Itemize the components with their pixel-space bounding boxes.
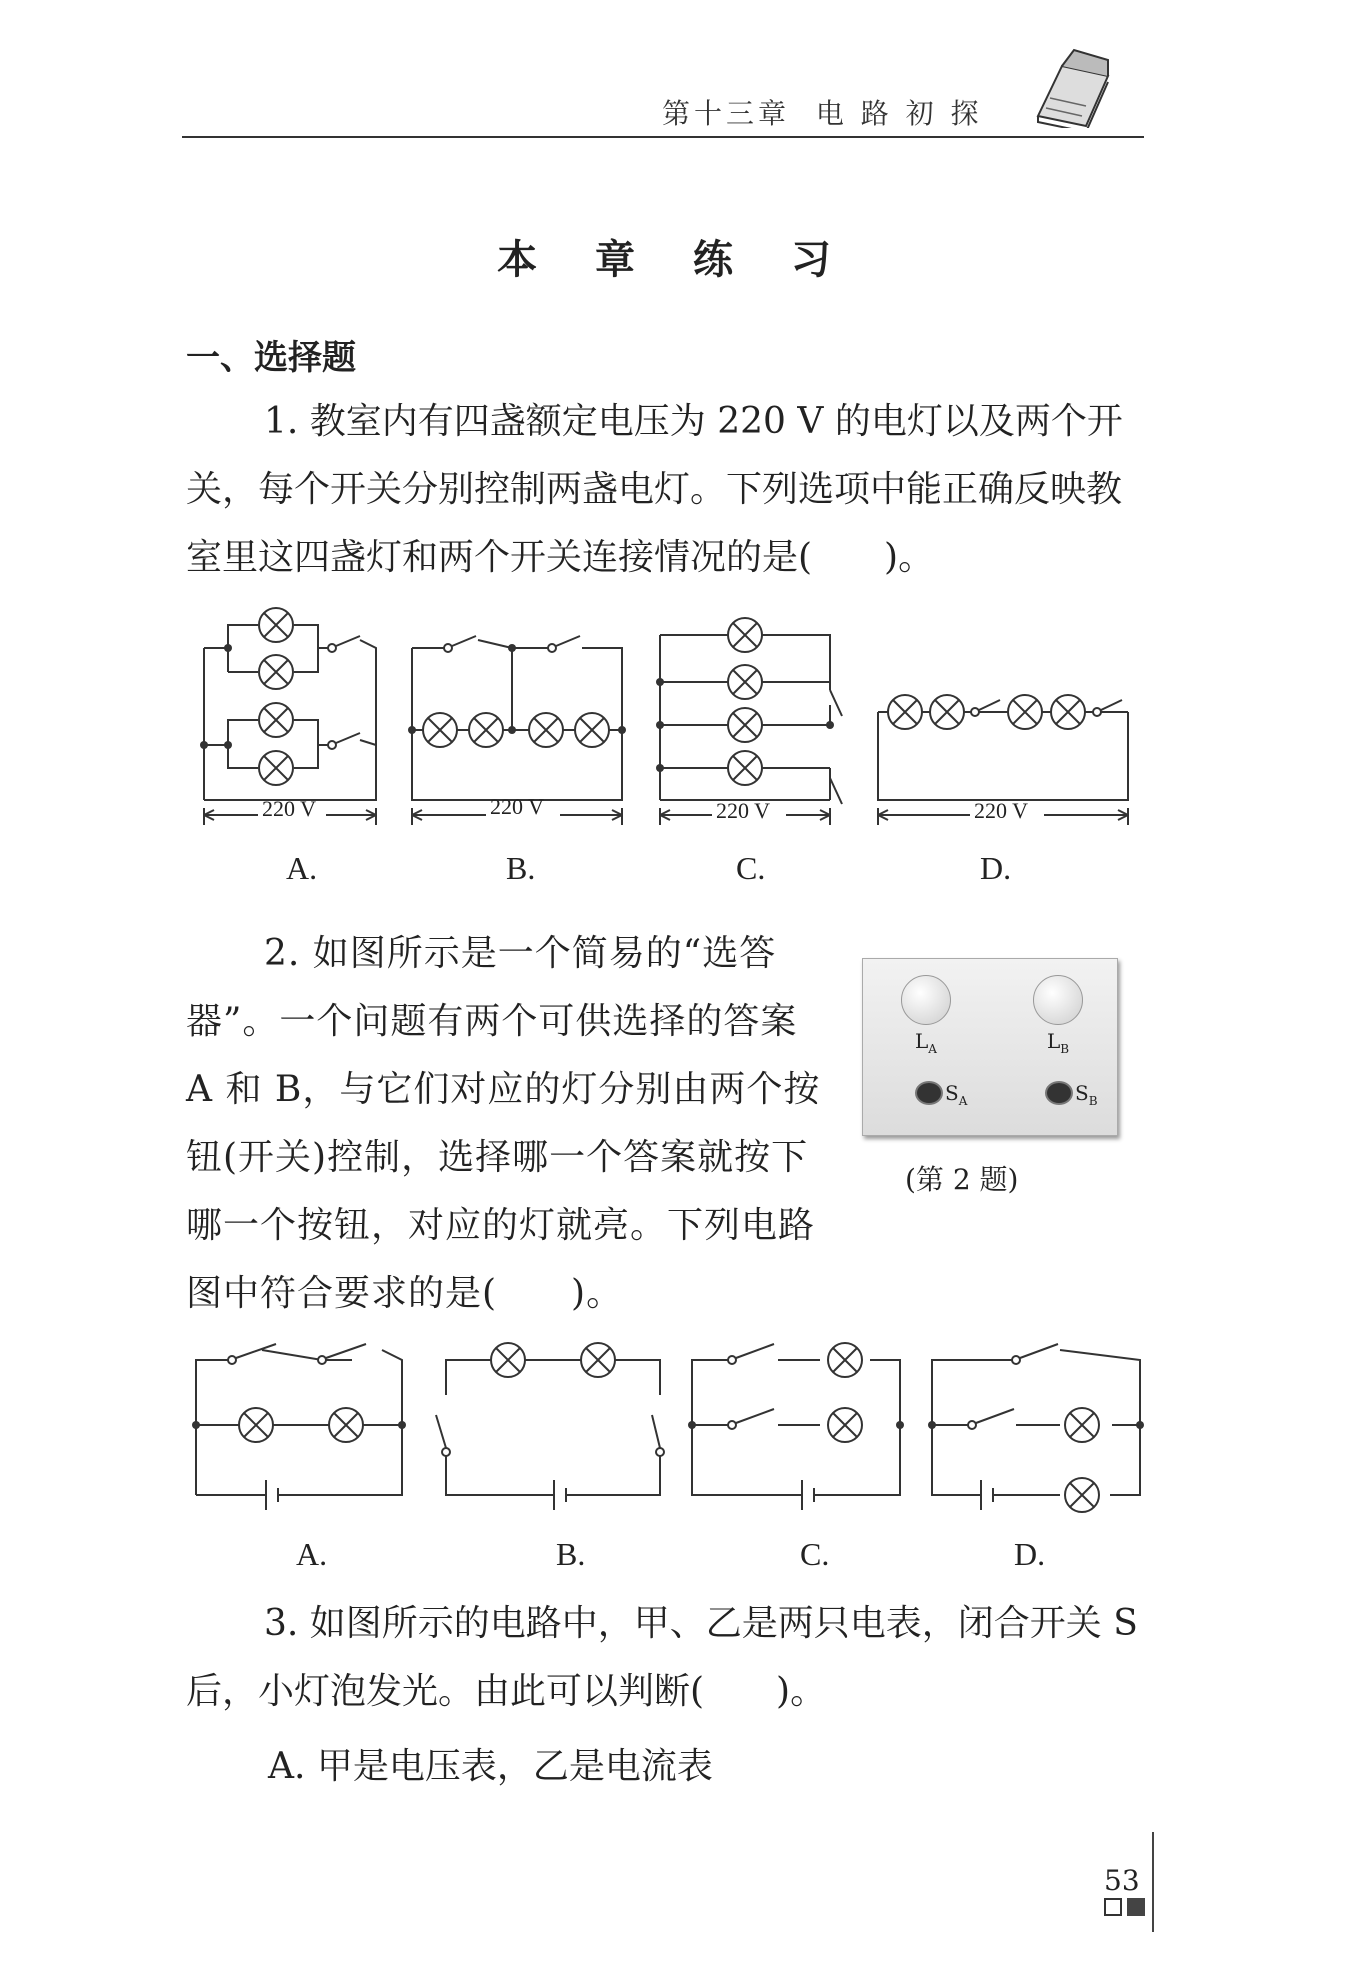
q1-option-a: A.	[286, 850, 318, 886]
chapter-title: 本 章 练 习	[497, 237, 853, 283]
q2-circuit-a	[192, 1344, 406, 1495]
button-a-label: $S_A$	[945, 1081, 968, 1108]
page-marker-outline	[1104, 1898, 1122, 1916]
lamp-a-label: $L_A$	[915, 1029, 937, 1056]
q1-circuit-b	[408, 636, 626, 800]
section-title: 一、选择题	[186, 338, 356, 378]
header-chapter: 第十三章	[662, 97, 791, 130]
page-number-rule	[1152, 1832, 1154, 1932]
q2-option-b: B.	[556, 1536, 586, 1572]
q2-option-c: C.	[800, 1536, 830, 1572]
q1-b-voltage: 220 V	[490, 794, 544, 819]
q2-circuit-c	[688, 1343, 904, 1495]
q1-option-d: D.	[980, 850, 1012, 886]
figure-2-caption: (第 2 题)	[905, 1163, 1019, 1196]
q1-option-c: C.	[736, 850, 766, 886]
page-marker-filled	[1127, 1898, 1145, 1916]
question-3-option-a: A. 甲是电压表，乙是电流表	[268, 1746, 713, 1787]
q2-circuit-b	[436, 1343, 664, 1495]
page-number: 53	[1104, 1864, 1140, 1897]
q1-circuit-d	[878, 695, 1128, 800]
q1-d-voltage: 220 V	[974, 798, 1028, 823]
button-b-label: $S_B$	[1075, 1081, 1098, 1108]
question-3-text: 3. 如图所示的电路中，甲、乙是两只电表，闭合开关 S 后，小灯泡发光。由此可以判断( )。	[186, 1603, 1138, 1712]
q2-option-a: A.	[296, 1536, 328, 1572]
q1-circuit-c	[656, 618, 842, 804]
q1-option-b: B.	[506, 850, 536, 886]
question-2-text: 2. 如图所示是一个简易的“选答器”。一个问题有两个可供选择的答案 A 和 B，与它们对应的灯分别由两个按钮(开关)控制，选择哪一个答案就按下哪一个按钮，对应的灯就亮。下列电路图中符合要求的是( )。	[186, 933, 821, 1314]
q1-circuit-a	[200, 608, 376, 800]
q1-c-voltage: 220 V	[716, 798, 770, 823]
lamp-b-label: $L_B$	[1047, 1029, 1070, 1056]
q2-option-d: D.	[1014, 1536, 1046, 1572]
q1-a-voltage: 220 V	[262, 796, 316, 821]
q2-circuit-d	[928, 1344, 1144, 1512]
question-1-text: 1. 教室内有四盏额定电压为 220 V 的电灯以及两个开关，每个开关分别控制两盏电灯。下列选项中能正确反映教室里这四盏灯和两个开关连接情况的是( )。	[186, 401, 1123, 578]
header-topic: 电 路 初 探	[815, 97, 983, 130]
